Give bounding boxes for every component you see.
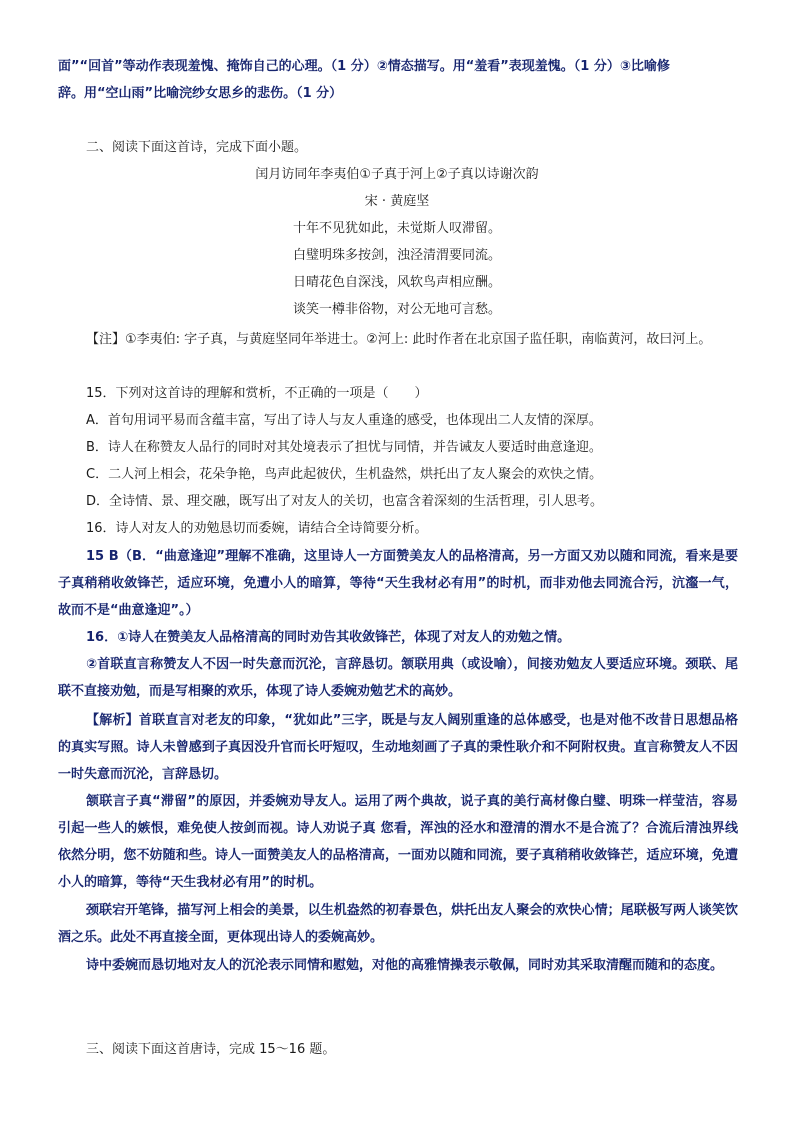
analysis-paragraph-4: 诗中委婉而恳切地对友人的沉沦表示同情和慰勉，对他的高雅情操表示敬佩，同时劝其采取清醒而随和的态度。 — [86, 958, 724, 973]
poem-note: 【注】①李夷伯: 字子真，与黄庭坚同年举进士。②河上: 此时作者在北京国子监任职，南临黄河，故曰河上。 — [86, 332, 712, 347]
answer-15: 15 B（B．“曲意逢迎”理解不准确，这里诗人一方面赞美友人的品格清高，另一方面又劝以随和同流，看来是要子真稍稍收敛锋芒，适应环境，免遭小人的暗算，等待“天生我材必有用”的时机，而非劝他去同流合污，沆瀣一气，故而不是“曲意逢迎”。） — [58, 549, 738, 618]
poem-line-3: 日晴花色自深浅，风软鸟声相应酬。 — [292, 275, 501, 290]
question-15-option-a: A．首句用词平易而含蕴丰富，写出了诗人与友人重逢的感受，也体现出二人友情的深厚。 — [86, 413, 602, 428]
poem-title: 闰月访同年李夷伯①子真于河上②子真以诗谢次韵 — [255, 167, 539, 182]
analysis-paragraph-3: 颈联宕开笔锋，描写河上相会的美景，以生机盎然的初春景色，烘托出友人聚会的欢快心情；尾联极写两人谈笑饮酒之乐。此处不再直接全面，更体现出诗人的委婉高妙。 — [58, 903, 738, 945]
answer-16-part1: 16．①诗人在赞美友人品格清高的同时劝告其收敛锋芒，体现了对友人的劝勉之情。 — [86, 630, 571, 645]
poem-line-4: 谈笑一樽非俗物，对公无地可言愁。 — [292, 302, 501, 317]
analysis-paragraph-2: 颔联言子真“滞留”的原因，并委婉劝导友人。运用了两个典故，说子真的美行高材像白璧、明珠一样莹洁，容易引起一些人的嫉恨，难免使人按剑而视。诗人劝说子真 您看，浑浊的泾水和澄清的渭水不是合流了？合流后清浊界线依然分明，您不妨随和些。诗人一面赞美友人的品格清高，一面劝以随和同流，要子真稍稍收敛锋芒，适应环境，免遭小人的暗算，等待“天生我材必有用”的时机。 — [58, 794, 738, 890]
question-15: 15．下列对这首诗的理解和赏析，不正确的一项是（ ） — [86, 386, 428, 401]
question-15-option-b: B．诗人在称赞友人品行的同时对其处境表示了担忧与同情，并告诫友人要适时曲意逢迎。 — [86, 440, 602, 455]
question-15-option-d: D．全诗情、景、理交融，既写出了对友人的关切，也富含着深刻的生活哲理，引人思考。 — [86, 494, 604, 509]
question-15-option-c: C．二人河上相会，花朵争艳，鸟声此起彼伏，生机盎然，烘托出了友人聚会的欢快之情。 — [86, 467, 603, 482]
section2-heading: 二、阅读下面这首诗，完成下面小题。 — [86, 140, 308, 155]
poem-author: 宋 · 黄庭坚 — [364, 194, 430, 209]
answer-16-part2: ②首联直言称赞友人不因一时失意而沉沦，言辞恳切。颔联用典（或设喻），间接劝勉友人要适应环境。颈联、尾联不直接劝勉，而是写相聚的欢乐，体现了诗人委婉劝勉艺术的高妙。 — [58, 657, 738, 699]
previous-answer-tail — [58, 53, 738, 107]
previous-answer-line1: 面”“回首”等动作表现羞愧、掩饰自己的心理。（1 分）②情态描写。用“羞看”表现羞愧。（1 分）③比喻修 — [58, 59, 670, 74]
question-16: 16．诗人对友人的劝勉恳切而委婉，请结合全诗简要分析。 — [86, 521, 428, 536]
poem-line-1: 十年不见犹如此，未觉斯人叹滞留。 — [292, 221, 501, 236]
analysis-paragraph-1: 【解析】首联直言对老友的印象，“犹如此”三字，既是与友人阔别重逢的总体感受，也是对他不改昔日思想品格的真实写照。诗人未曾感到子真因没升官而长吁短叹，生动地刻画了子真的秉性耿介和不阿附权贵。直言称赞友人不因一时失意而沉沦，言辞恳切。 — [58, 713, 738, 782]
previous-answer-line2: 辞。用“空山雨”比喻浣纱女思乡的悲伤。（1 分） — [58, 86, 343, 101]
section3-heading: 三、阅读下面这首唐诗，完成 15～16 题。 — [86, 1042, 336, 1057]
poem-line-2: 白璧明珠多按剑，浊泾清渭要同流。 — [292, 248, 501, 263]
